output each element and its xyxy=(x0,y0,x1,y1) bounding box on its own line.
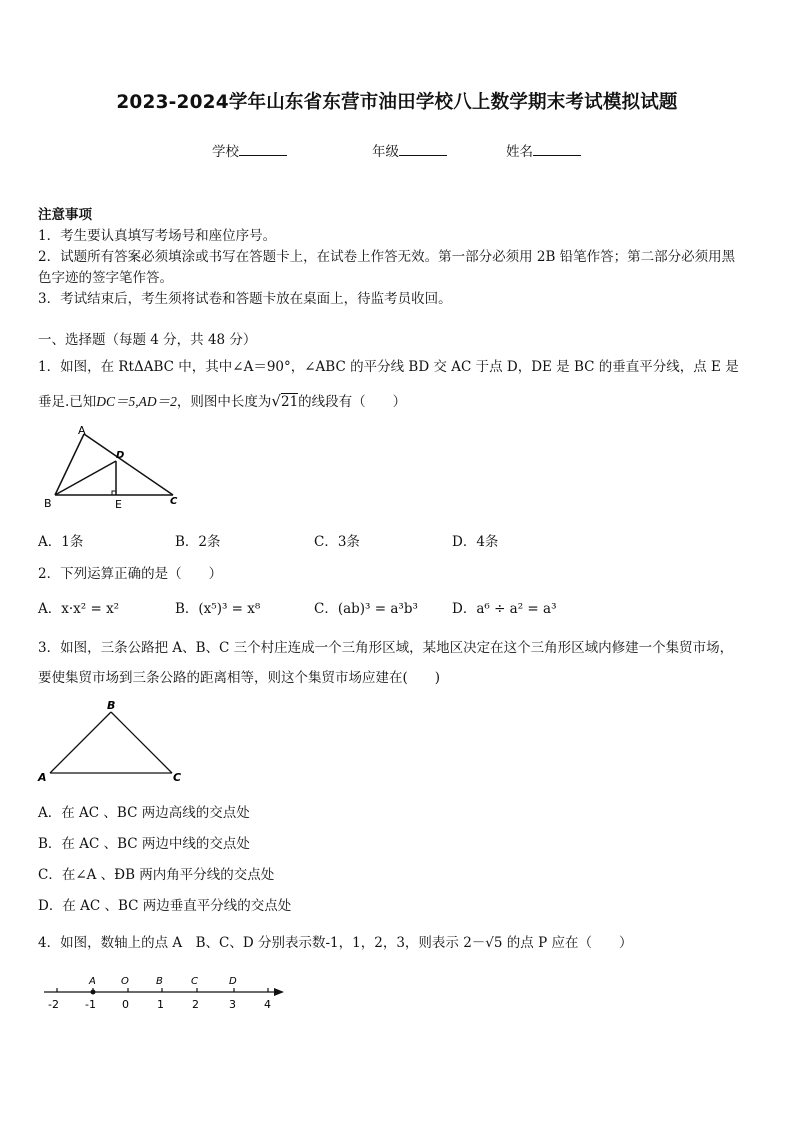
tick-label: 1 xyxy=(157,998,164,1011)
q1-triangle-figure xyxy=(36,420,196,515)
label-c: C xyxy=(173,771,182,784)
q2-option-b[interactable]: B．(x⁵)³ = x⁸ xyxy=(175,601,261,617)
label-e: E xyxy=(115,498,122,511)
notice-item: 2．试题所有答案必须填涂或书写在答题卡上，在试卷上作答无效。第一部分必须用 2B 铅笔作答；第二部分必须用黑 xyxy=(38,249,736,265)
q3-stem-line2: 要使集贸市场到三条公路的距离相等，则这个集贸市场应建在( ) xyxy=(38,670,441,686)
name-field[interactable] xyxy=(506,140,581,160)
q2-option-a[interactable]: A．x·x² = x² xyxy=(38,601,120,617)
point-a-dot xyxy=(91,990,96,995)
point-label-o: O xyxy=(121,976,129,987)
label-b: B xyxy=(107,699,116,712)
q3-stem-line1: 3．如图，三条公路把 A、B、C 三个村庄连成一个三角形区域，某地区决定在这个三角形区域内修建一个集贸市场， xyxy=(38,640,734,656)
label-a: A xyxy=(78,424,86,437)
tick-label: 0 xyxy=(122,998,129,1011)
name-label: 姓名 xyxy=(506,144,533,160)
q2-option-c[interactable]: C．(ab)³ = a³b³ xyxy=(314,601,418,617)
tick-label: 3 xyxy=(229,998,236,1011)
tick-label: 2 xyxy=(192,998,199,1011)
sqrt-radicand: 21 xyxy=(280,394,299,410)
q1-option-c[interactable]: C．3条 xyxy=(314,534,360,550)
point-label-c: C xyxy=(191,976,198,987)
notice-heading: 注意事项 xyxy=(38,207,92,223)
bisector-bd xyxy=(55,461,116,495)
q3-option-b[interactable]: B．在 AC 、BC 两边中线的交点处 xyxy=(38,836,250,852)
notice-item: 色字迹的签字笔作答。 xyxy=(38,270,173,286)
q2-option-d[interactable]: D．a⁶ ÷ a² = a³ xyxy=(452,601,557,617)
q1-stem-line1: 1．如图，在 RtΔABC 中，其中∠A＝90°，∠ABC 的平分线 BD 交 AC 于点 D，DE 是 BC 的垂直平分线，点 E 是 xyxy=(38,359,739,375)
notice-item: 3．考试结束后，考生须将试卷和答题卡放在桌面上，待监考员收回。 xyxy=(38,291,452,307)
q3-option-d[interactable]: D．在 AC 、BC 两边垂直平分线的交点处 xyxy=(38,898,292,914)
q2-stem: 2．下列运算正确的是（ ） xyxy=(38,566,223,582)
q1-option-b[interactable]: B．2条 xyxy=(175,534,221,550)
point-label-b: B xyxy=(156,976,163,987)
grade-field[interactable] xyxy=(372,140,447,160)
q1-math: DC＝5,AD＝2 xyxy=(96,394,177,409)
tick-label: -1 xyxy=(85,998,96,1011)
page-title: 2023-2024学年山东省东营市油田学校八上数学期末考试模拟试题 xyxy=(116,92,678,113)
q4-stem: 4．如图，数轴上的点 A B、C、D 分别表示数-1，1，2，3，则表示 2－√5 的点 P 应在（ ） xyxy=(38,935,633,951)
notice-item: 1．考生要认真填写考场号和座位序号。 xyxy=(38,228,277,244)
q1-stem-line2 xyxy=(38,390,406,410)
edge-ab xyxy=(50,712,111,773)
school-field[interactable] xyxy=(212,140,287,160)
sqrt-sign: √ xyxy=(271,392,281,410)
q3-triangle-figure xyxy=(36,696,186,786)
grade-label: 年级 xyxy=(372,144,399,160)
label-b: B xyxy=(44,497,52,510)
label-a: A xyxy=(38,771,47,784)
q4-number-line xyxy=(40,970,290,1015)
q3-option-c[interactable]: C．在∠A 、ÐB 两内角平分线的交点处 xyxy=(38,867,275,883)
edge-ac xyxy=(84,434,173,495)
axis-arrow xyxy=(274,988,284,996)
section-heading: 一、选择题（每题 4 分，共 48 分） xyxy=(38,332,257,348)
q3-option-a[interactable]: A．在 AC 、BC 两边高线的交点处 xyxy=(38,805,250,821)
q1-option-d[interactable]: D．4条 xyxy=(452,534,499,550)
edge-ab xyxy=(55,434,84,495)
q1-text: ，则图中长度为 xyxy=(176,394,272,410)
point-label-a: A xyxy=(89,976,96,987)
school-label: 学校 xyxy=(212,144,239,160)
tick-label: -2 xyxy=(48,998,59,1011)
q1-text: 垂足.已知 xyxy=(38,394,97,410)
label-d: D xyxy=(116,450,125,461)
label-c: C xyxy=(170,496,178,507)
edge-bc xyxy=(111,712,172,773)
q1-text: 的线段有（ ） xyxy=(298,394,407,410)
tick-label: 4 xyxy=(264,998,271,1011)
q1-option-a[interactable]: A．1条 xyxy=(38,534,84,550)
point-label-d: D xyxy=(229,976,237,987)
